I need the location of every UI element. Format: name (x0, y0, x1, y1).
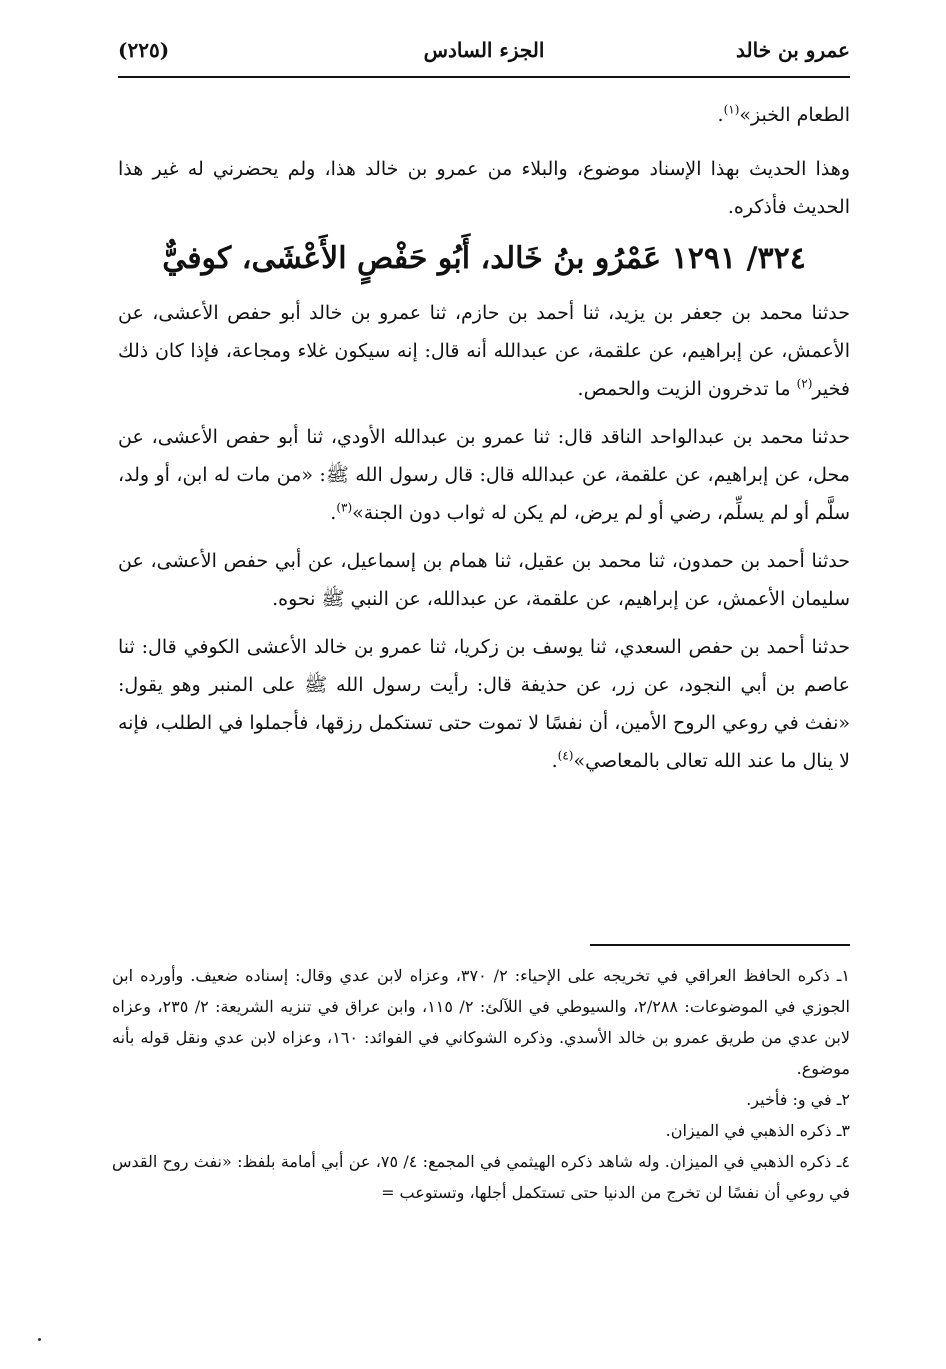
footnote-ref: (٤) (557, 748, 574, 763)
footnote-3: ٣ـ ذكره الذهبي في الميزان. (665, 1121, 850, 1140)
page-header (118, 30, 850, 78)
paragraph-hadith-4: حدثنا أحمد بن حفص السعدي، ثنا يوسف بن زكريا، ثنا عمرو بن خالد الأعشى الكوفي قال: ثنا عاصم بن أبي النجود، عن زر، عن حذيفة قال: رأيت رسول الله ﷺ على المنبر وهو يقول: «نفث في روعي الروح الأمين، أن نفسًا لا تموت حتى تستكمل رزقها، فأجملوا في الطلب، فإنه لا ينال ما عند الله تعالى بالمعاصي»$^{(٤)}$. (118, 636, 850, 772)
footnote-divider (590, 944, 850, 946)
paragraph-hadith-3: حدثنا أحمد بن حمدون، ثنا محمد بن عقيل، ثنا همام بن إسماعيل، عن أبي حفص الأعشى، عن سليمان الأعمش، عن إبراهيم، عن علقمة، عن عبدالله، عن النبي ﷺ نحوه. (118, 550, 850, 610)
running-head-volume: الجزء السادس (423, 38, 545, 62)
footnotes (112, 960, 850, 1208)
footnote-ref: (٢) (796, 376, 813, 391)
paragraph-commentary: وهذا الحديث بهذا الإسناد موضوع، والبلاء من عمرو بن خالد هذا، ولم يحضرني له غير هذا الحديث فأذكره. (118, 158, 850, 218)
footnote-ref: (١) (723, 102, 740, 117)
footnote-ref: (٣) (336, 500, 353, 515)
main-text (118, 96, 850, 780)
page-number: (٢٢٥) (118, 38, 170, 62)
paragraph-continued: الطعام الخبز»$^{(١)}$. (717, 102, 850, 126)
paragraph-hadith-1: حدثنا محمد بن جعفر بن يزيد، ثنا أحمد بن حازم، ثنا عمرو بن خالد أبو حفص الأعشى، عن الأعمش، عن إبراهيم، عن علقمة، عن عبدالله أنه قال: إنه سيكون غلاء ومجاعة، فإذا كان ذلك فخير$^{(٢)}$ ما تدخرون الزيت والحمص. (118, 302, 850, 400)
footnote-4: ٤ـ ذكره الذهبي في الميزان. وله شاهد ذكره الهيثمي في المجمع: ٤/ ٧٥، عن أبي أمامة بلفظ: «نفث روح القدس في روعي أن نفسًا لن تخرج من الدنيا حتى تستكمل أجلها، وتستوعب = (112, 1152, 850, 1202)
entry-title: ٣٢٤/ ١٢٩١ عَمْرُو بنُ خَالد، أَبُو حَفْصٍ الأَعْشَى، كوفيٌّ (162, 241, 806, 276)
footnote-1: ١ـ ذكره الحافظ العراقي في تخريجه على الإحياء: ٢/ ٣٧٠، وعزاه لابن عدي وقال: إسناده ضعيف. وأورده ابن الجوزي في الموضوعات: ٢/٢٨٨، والسيوطي في اللآلئ: ٢/ ١١٥، وابن عراق في تنزيه الشريعة: ٢/ ٢٣٥، وعزاه لابن عدي من طريق عمرو بن خالد الأسدي. وذكره الشوكاني في الفوائد: ١٦٠، وعزاه لابن عدي ونقل قوله بأنه موضوع. (112, 966, 851, 1078)
scan-speck (38, 1338, 41, 1341)
paragraph-hadith-2: حدثنا محمد بن عبدالواحد الناقد قال: ثنا عمرو بن عبدالله الأودي، ثنا أبو حفص الأعشى، عن محل، عن إبراهيم، عن علقمة، عن عبدالله قال: قال رسول الله ﷺ: «من مات له ابن، أو ولد، سلَّم أو لم يسلِّم، رضي أو لم يرض، لم يكن له ثواب دون الجنة»$^{(٣)}$. (118, 426, 850, 524)
running-head-entry: عمرو بن خالد (736, 38, 850, 62)
footnote-2: ٢ـ في و: فأخير. (746, 1090, 850, 1109)
